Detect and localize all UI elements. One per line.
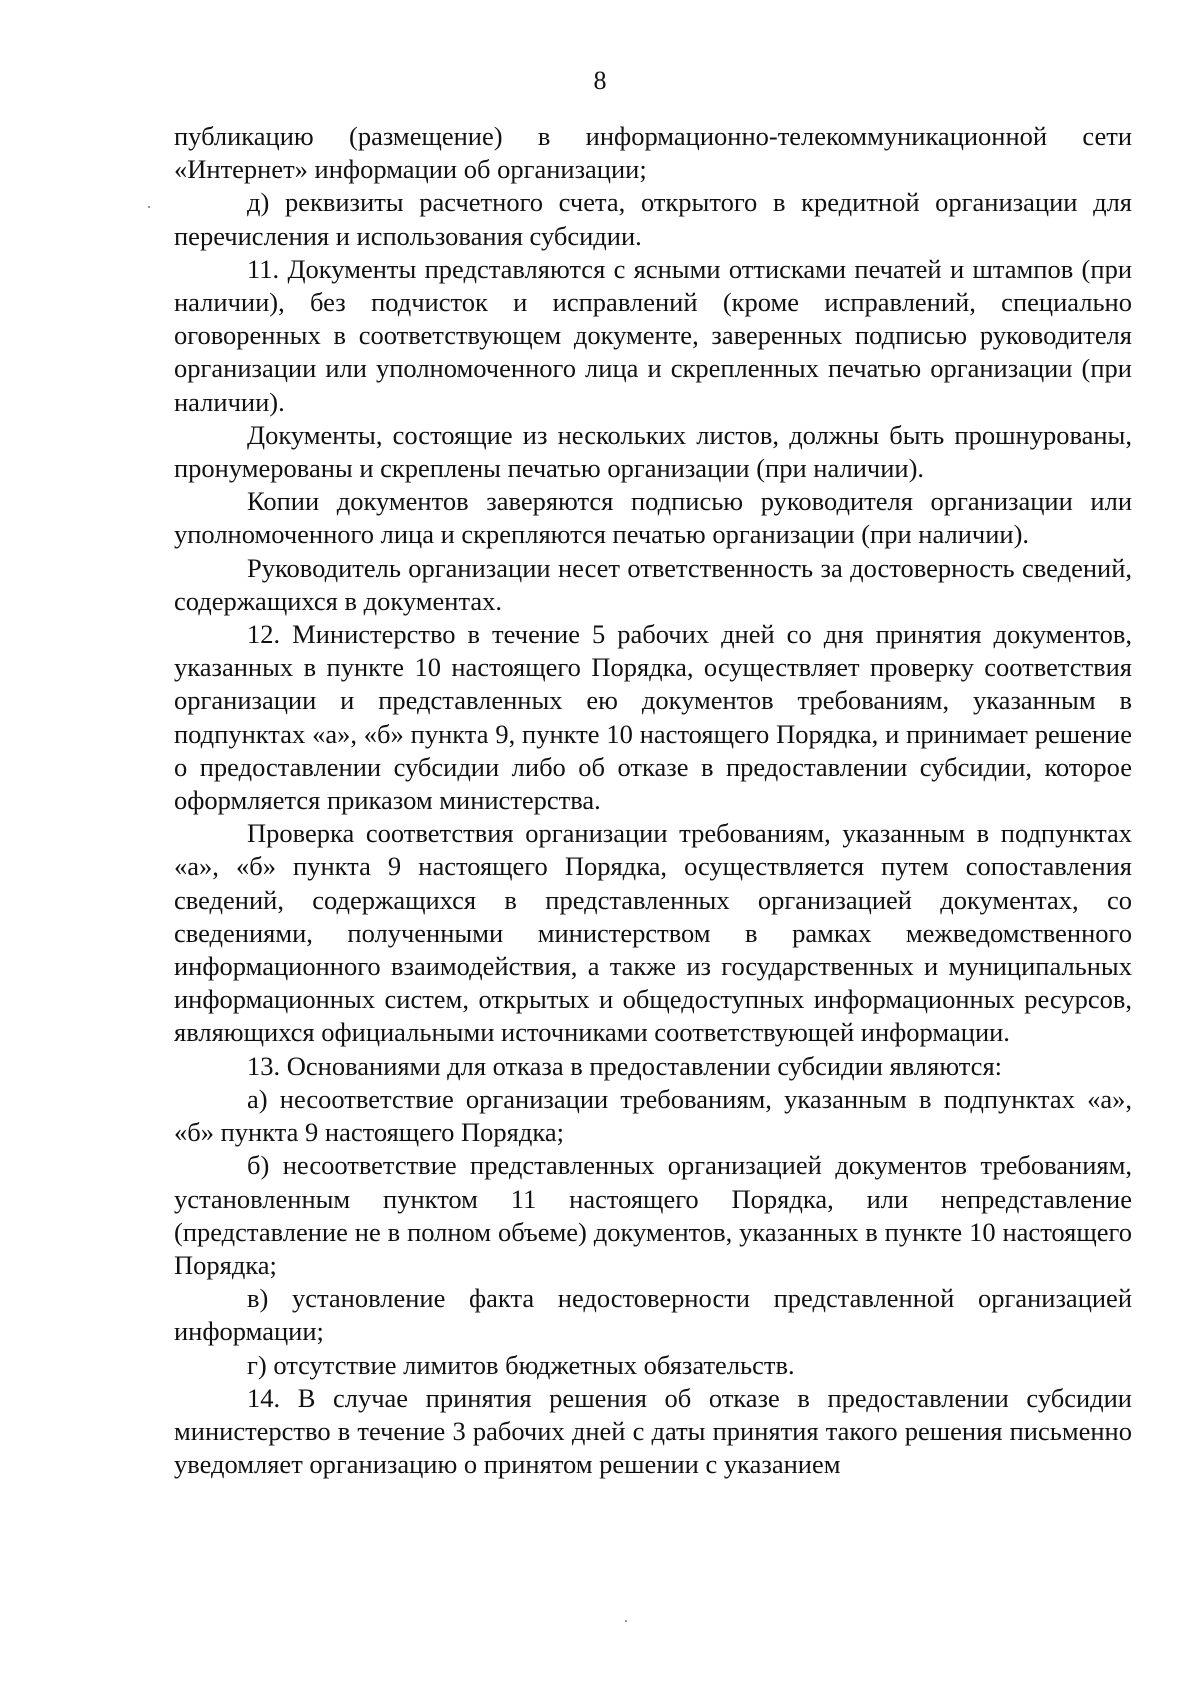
paragraph-verification-method: Проверка соответствия организации требованиям, указанным в подпунктах «а», «б» пункта 9 настоящего Порядка, осуществляется путем сопоставления сведений, содержащихся в представленных организацией документах, со сведениями, полученными министерством в рамках межведомственного информационного взаимодействия, а также из государственных и муниципальных информационных систем, открытых и общедоступных информационных ресурсов, являющихся официальными источниками соответствующей информации. [174, 818, 1132, 1048]
paragraph-13-refusal-grounds: 13. Основаниями для отказа в предоставлении субсидии являются: [247, 1050, 1002, 1081]
paragraph-14-refusal-notification: 14. В случае принятия решения об отказе в предоставлении субсидии министерство в течение 3 рабочих дней с даты принятия такого решения письменно уведомляет организацию о принятом решении с указанием [174, 1382, 1132, 1480]
scan-speck [625, 1620, 627, 1622]
paragraph-refusal-item-b: б) несоответствие представленных организацией документов требованиям, установленным пунктом 11 настоящего Порядка, или непредставление (представление не в полном объеме) документов, указанных в пункте 10 настоящего Порядка; [174, 1150, 1132, 1280]
paragraph-multi-sheet-documents: Документы, состоящие из нескольких листов, должны быть прошнурованы, пронумерованы и скреплены печатью организации (при наличии). [174, 419, 1132, 484]
page-number: 8 [593, 66, 607, 95]
paragraph-refusal-item-g: г) отсутствие лимитов бюджетных обязательств. [247, 1349, 795, 1380]
paragraph-refusal-item-v: в) установление факта недостоверности представленной организацией информации; [174, 1283, 1132, 1347]
paragraph-head-responsibility: Руководитель организации несет ответственность за достоверность сведений, содержащихся в документах. [174, 552, 1132, 616]
paragraph-item-d-bank-details: д) реквизиты расчетного счета, открытого в кредитной организации для перечисления и использования субсидии. [174, 187, 1132, 251]
paragraph-publication-continuation: публикацию (размещение) в информационно-телекоммуникационной сети «Интернет» информации об организации; [174, 121, 1132, 185]
paragraph-12-ministry-review: 12. Министерство в течение 5 рабочих дней со дня принятия документов, указанных в пункте 10 настоящего Порядка, осуществляет проверку соответствия организации и представленных ею документов требованиям, указанным в подпунктах «а», «б» пункта 9, пункте 10 настоящего Порядка, и принимает решение о предоставлении субсидии либо об отказе в предоставлении субсидии, которое оформляется приказом министерства. [174, 619, 1132, 816]
paragraph-copies-certification: Копии документов заверяются подписью руководителя организации или уполномоченного лица и скрепляются печатью организации (при наличии). [174, 486, 1132, 550]
paragraph-refusal-item-a: а) несоответствие организации требованиям, указанным в подпунктах «а», «б» пункта 9 настоящего Порядка; [174, 1083, 1132, 1148]
paragraph-11-document-requirements: 11. Документы представляются с ясными оттисками печатей и штампов (при наличии), без подчисток и исправлений (кроме исправлений, специально оговоренных в соответствующем документе, заверенных подписью руководителя организации или уполномоченного лица и скрепленных печатью организации (при наличии). [174, 253, 1132, 417]
scan-speck [148, 206, 150, 208]
document-body [174, 120, 1132, 1481]
